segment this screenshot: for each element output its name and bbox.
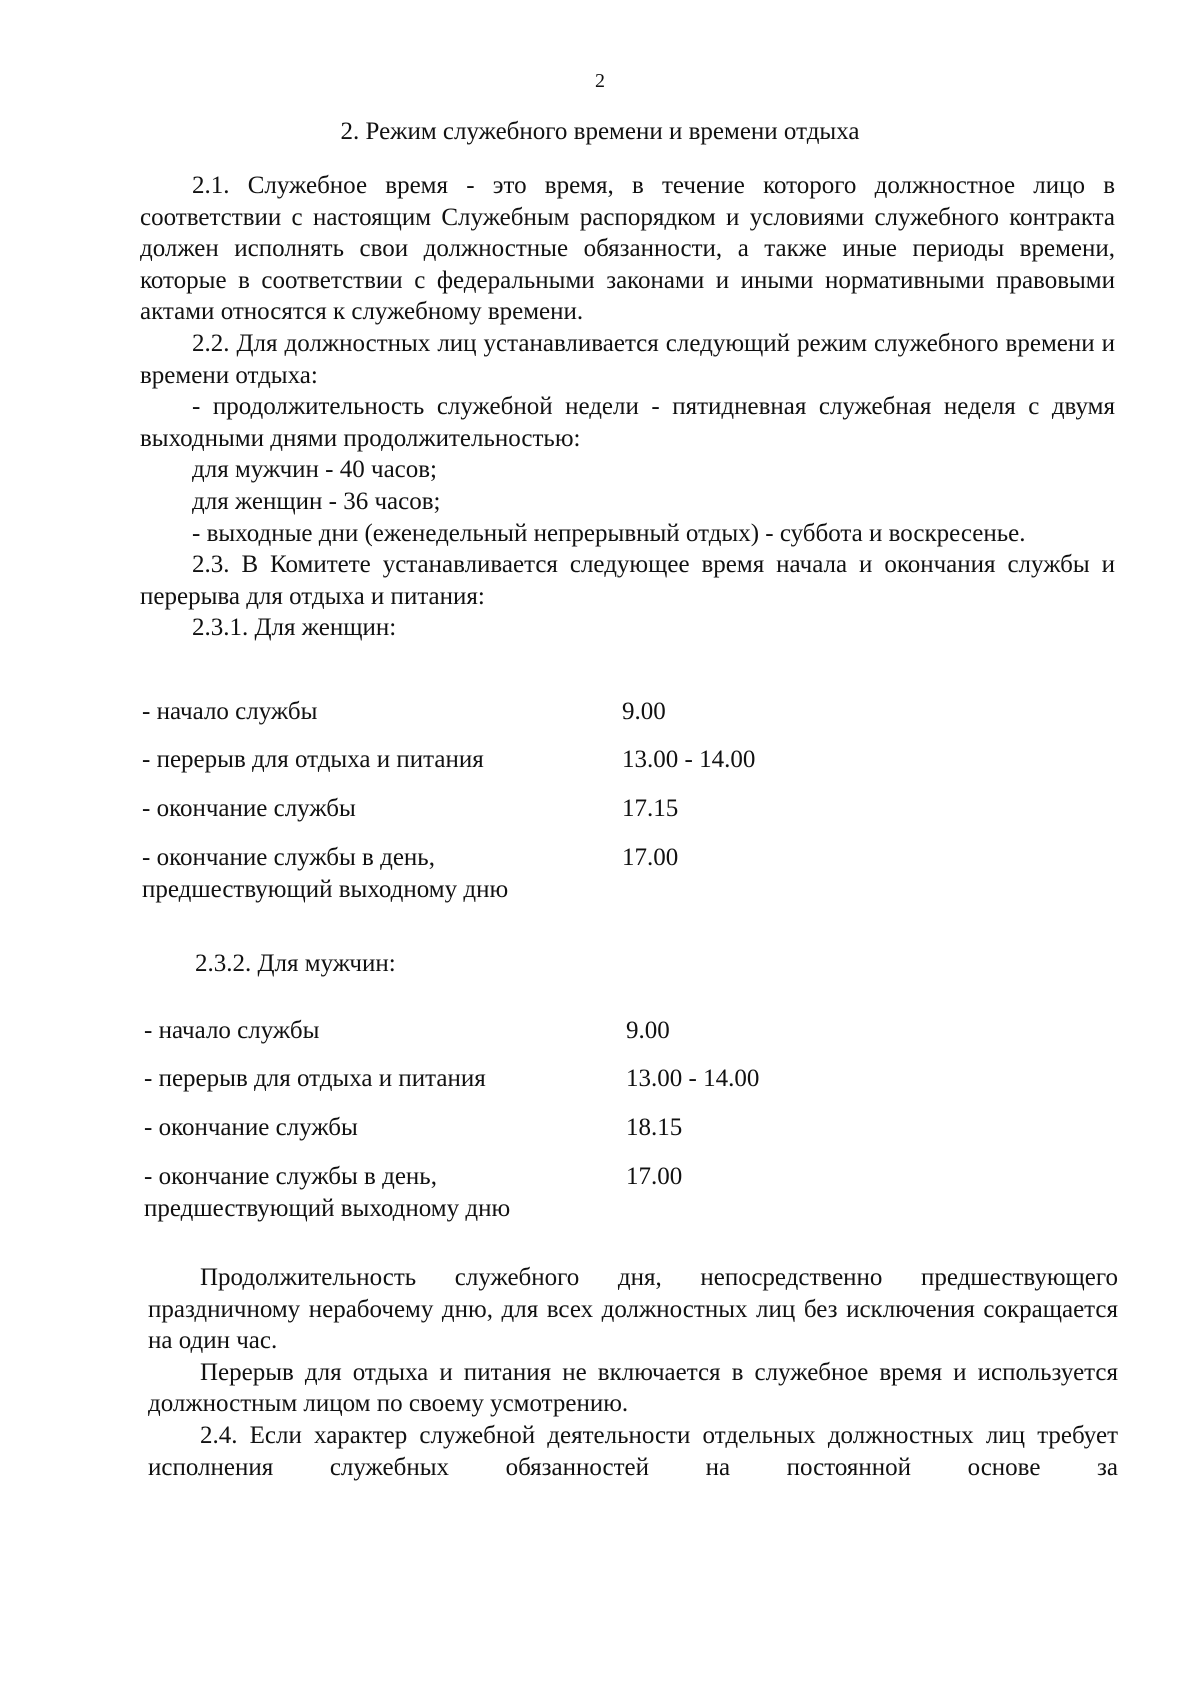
section-body-bottom bbox=[148, 1262, 1118, 1483]
paragraph-2-2: 2.2. Для должностных лиц устанавливается следующий режим служебного времени и времени отдыха: bbox=[140, 329, 1115, 389]
schedule-value: 9.00 bbox=[626, 1017, 670, 1044]
paragraph-2-4: 2.4. Если характер служебной деятельности отдельных должностных лиц требует исполнения служебных обязанностей на постоянной основе за bbox=[148, 1421, 1118, 1481]
men-heading: 2.3.2. Для мужчин: bbox=[195, 950, 396, 977]
paragraph-2-1: 2.1. Служебное время - это время, в течение которого должностное лицо в соответствии с настоящим Служебным распорядком и условиями служебного контракта должен исполнять свои должностные обязанности, а также иные периоды времени, которые в соответствии с федеральными законами и иными нормативными правовыми актами относятся к служебному времени. bbox=[140, 172, 1115, 326]
schedule-value: 17.00 bbox=[626, 1163, 683, 1190]
paragraph-2-2-men: для мужчин - 40 часов; bbox=[192, 456, 438, 484]
schedule-label: - окончание службы bbox=[144, 1114, 358, 1141]
schedule-label: - окончание службы bbox=[142, 795, 356, 822]
paragraph-2-2-women: для женщин - 36 часов; bbox=[192, 487, 441, 515]
page-number: 2 bbox=[595, 70, 605, 92]
schedule-label: - начало службы bbox=[144, 1017, 320, 1044]
schedule-label: - начало службы bbox=[142, 698, 318, 725]
section-body-top bbox=[140, 170, 1115, 644]
schedule-value: 17.00 bbox=[622, 844, 679, 871]
schedule-label: - окончание службы в день, предшествующий выходному дню bbox=[142, 844, 509, 903]
paragraph-2-3: 2.3. В Комитете устанавливается следующее время начала и окончания службы и перерыва для отдыха и питания: bbox=[140, 551, 1115, 610]
schedule-value: 13.00 - 14.00 bbox=[622, 746, 756, 773]
schedule-value: 13.00 - 14.00 bbox=[626, 1065, 760, 1092]
schedule-value: 18.15 bbox=[626, 1114, 683, 1141]
schedule-label: - перерыв для отдыха и питания bbox=[142, 746, 484, 773]
paragraph-2-2-b: - выходные дни (еженедельный непрерывный отдых) - суббота и воскресенье. bbox=[192, 519, 1026, 547]
paragraph-holiday: Продолжительность служебного дня, непосредственно предшествующего праздничному нерабочему дню, для всех должностных лиц без исключения сокращается на один час. bbox=[148, 1264, 1118, 1355]
paragraph-2-2-a: - продолжительность служебной недели - пятидневная служебная неделя с двумя выходными днями продолжительностью: bbox=[140, 393, 1115, 452]
paragraph-break: Перерыв для отдыха и питания не включается в служебное время и используется должностным лицом по своему усмотрению. bbox=[148, 1358, 1118, 1418]
schedule-label: - перерыв для отдыха и питания bbox=[144, 1065, 486, 1092]
schedule-value: 9.00 bbox=[622, 698, 666, 725]
women-heading: 2.3.1. Для женщин: bbox=[192, 614, 397, 642]
schedule-label: - окончание службы в день, предшествующий выходному дню bbox=[144, 1163, 511, 1222]
section-title: 2. Режим служебного времени и времени отдыха bbox=[340, 118, 860, 145]
schedule-value: 17.15 bbox=[622, 795, 679, 822]
